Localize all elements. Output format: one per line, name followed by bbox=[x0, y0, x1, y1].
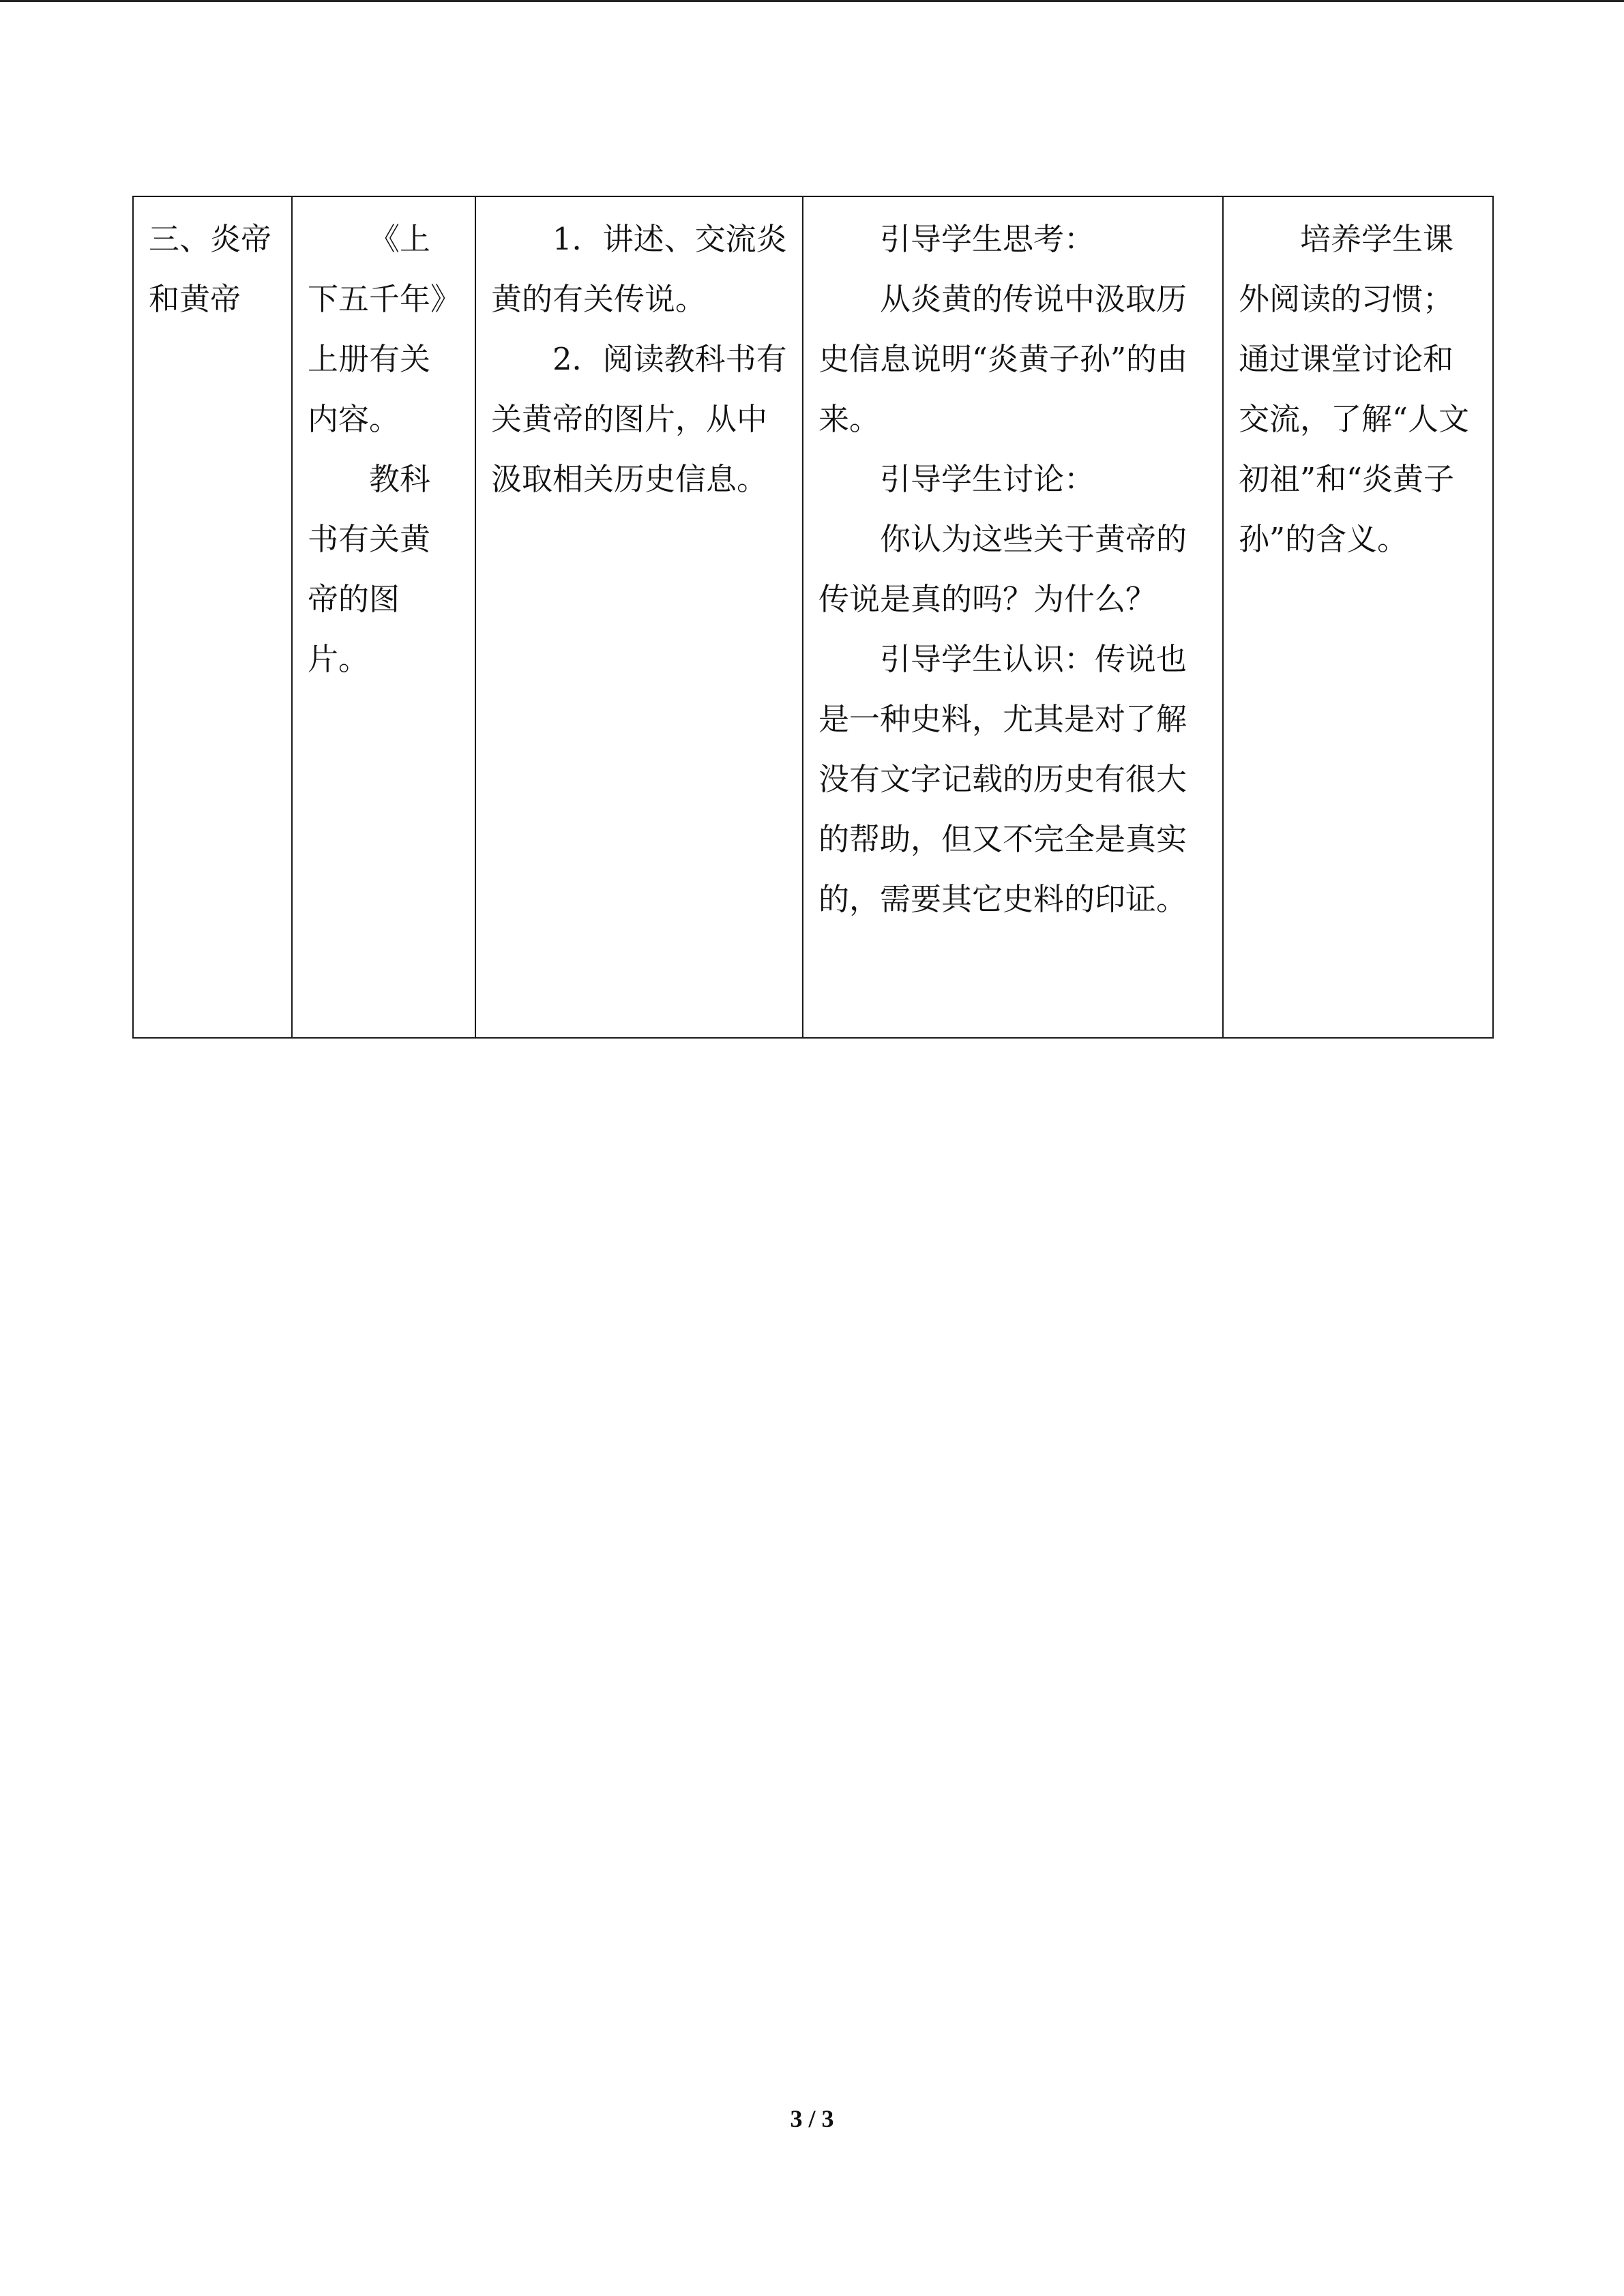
guidance-item: 引导学生认识：传说也是一种史料，尤其是对了解没有文字记载的历史有很大的帮助，但又不完全是真实的，需要其它史料的印证。 bbox=[818, 641, 1187, 917]
resources-cell bbox=[292, 196, 475, 1038]
guidance-item: 引导学生讨论： bbox=[880, 461, 1095, 497]
resource-item: 《上下五千年》上册有关内容。 bbox=[308, 221, 446, 437]
topic-text: 三、炎帝和黄帝 bbox=[149, 221, 272, 317]
lesson-plan-table bbox=[132, 196, 1494, 1039]
topic-cell bbox=[133, 196, 292, 1038]
activity-item: 2．阅读教科书有关黄帝的图片，从中汲取相关历史信息。 bbox=[491, 341, 787, 497]
student-activities-cell bbox=[475, 196, 803, 1038]
guidance-item: 引导学生思考： bbox=[880, 221, 1095, 257]
resource-item: 教科书有关黄帝的图片。 bbox=[308, 461, 431, 677]
guidance-item: 你认为这些关于黄帝的传说是真的吗？为什么？ bbox=[818, 521, 1187, 617]
activity-item: 1．讲述、交流炎黄的有关传说。 bbox=[491, 221, 787, 317]
table-row bbox=[133, 196, 1493, 1038]
guidance-item: 从炎黄的传说中汲取历史信息说明“炎黄子孙”的由来。 bbox=[818, 281, 1188, 437]
teacher-guidance-cell bbox=[803, 196, 1223, 1038]
purpose-cell bbox=[1223, 196, 1493, 1038]
page-number: 3 / 3 bbox=[790, 2105, 834, 2132]
purpose-text: 培养学生课外阅读的习惯；通过课堂讨论和交流，了解“人文初祖”和“炎黄子孙”的含义。 bbox=[1239, 221, 1470, 557]
